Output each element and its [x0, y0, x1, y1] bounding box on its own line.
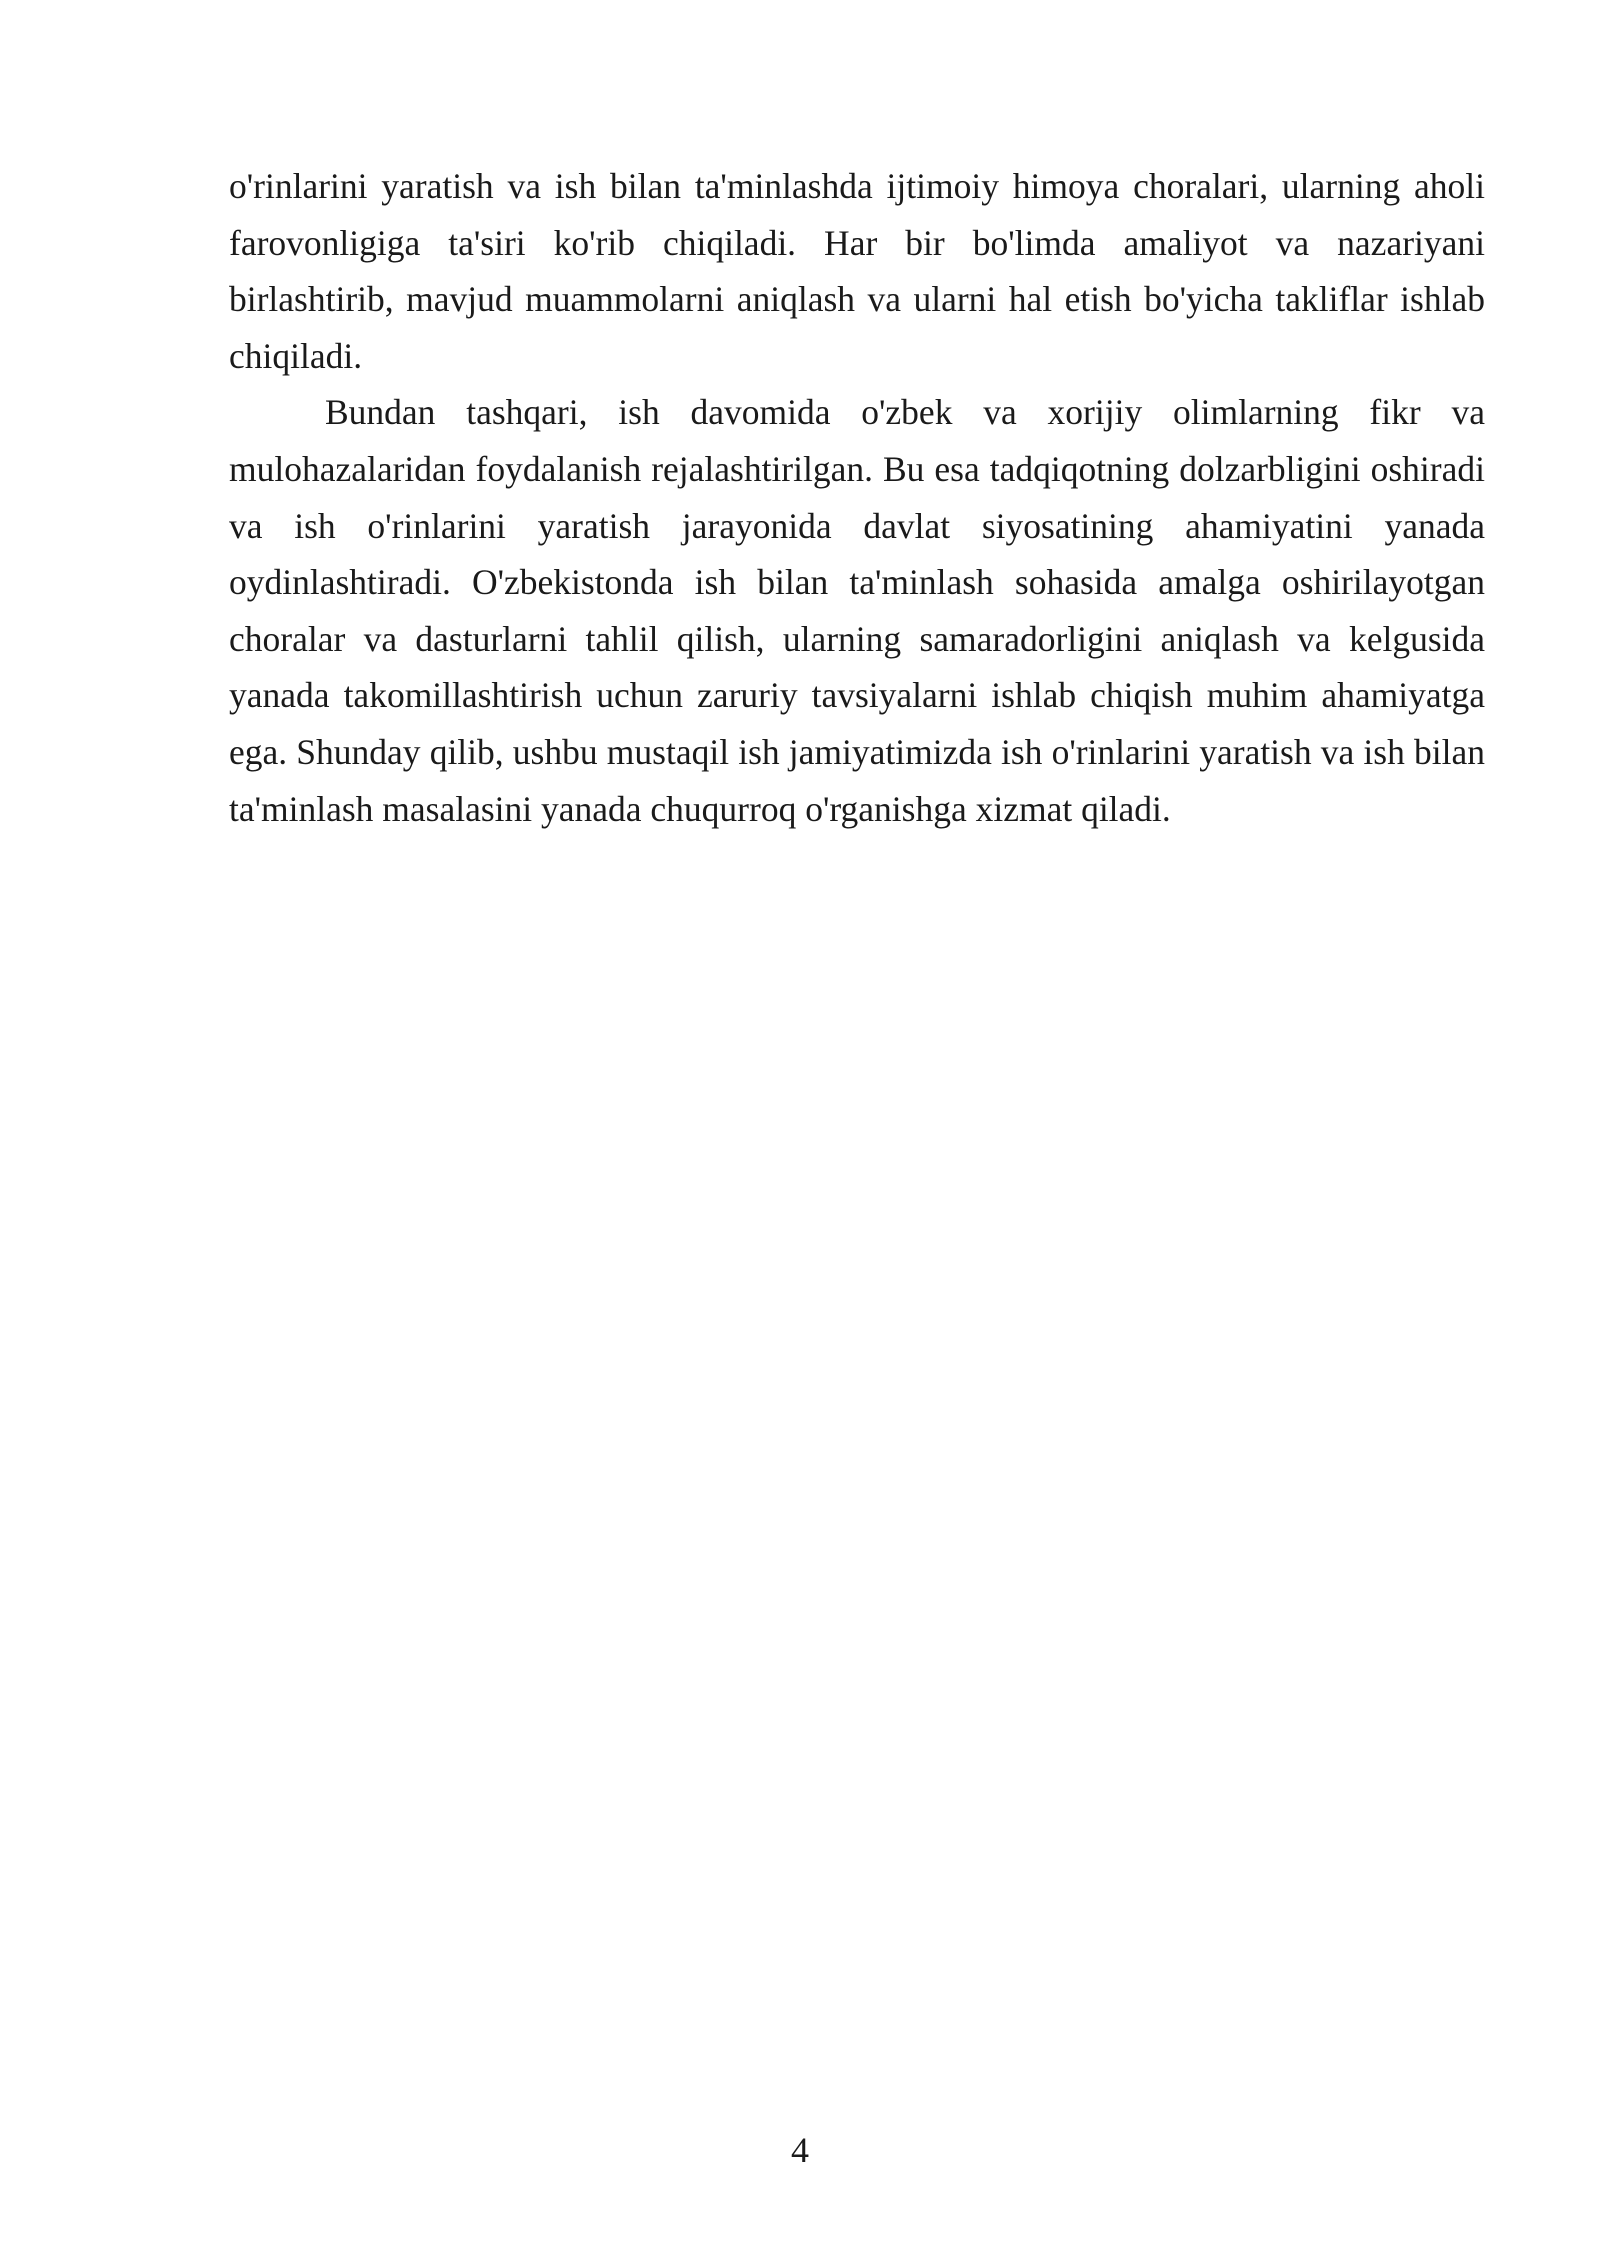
paragraph-continuation: o'rinlarini yaratish va ish bilan ta'minlashda ijtimoiy himoya choralari, ularning aholi farovonligiga ta'siri ko'rib chiqiladi. Har bir bo'limda amaliyot va nazariyani birlashtirib, mavjud muammolarni aniqlash va ularni hal etish bo'yicha takliflar ishlab chiqiladi.: [229, 166, 1485, 376]
page-number: 4: [791, 2130, 809, 2170]
body-text: [229, 158, 1485, 837]
paragraph-main: Bundan tashqari, ish davomida o'zbek va xorijiy olimlarning fikr va mulohazalaridan foydalanish rejalashtirilgan. Bu esa tadqiqotning dolzarbligini oshiradi va ish o'rinlarini yaratish jarayonida davlat siyosatining ahamiyatini yanada oydinlashtiradi. O'zbekistonda ish bilan ta'minlash sohasida amalga oshirilayotgan choralar va dasturlarni tahlil qilish, ularning samaradorligini aniqlash va kelgusida yanada takomillashtirish uchun zaruriy tavsiyalarni ishlab chiqish muhim ahamiyatga ega. Shunday qilib, ushbu mustaqil ish jamiyatimizda ish o'rinlarini yaratish va ish bilan ta'minlash masalasini yanada chuqurroq o'rganishga xizmat qiladi.: [229, 392, 1485, 829]
